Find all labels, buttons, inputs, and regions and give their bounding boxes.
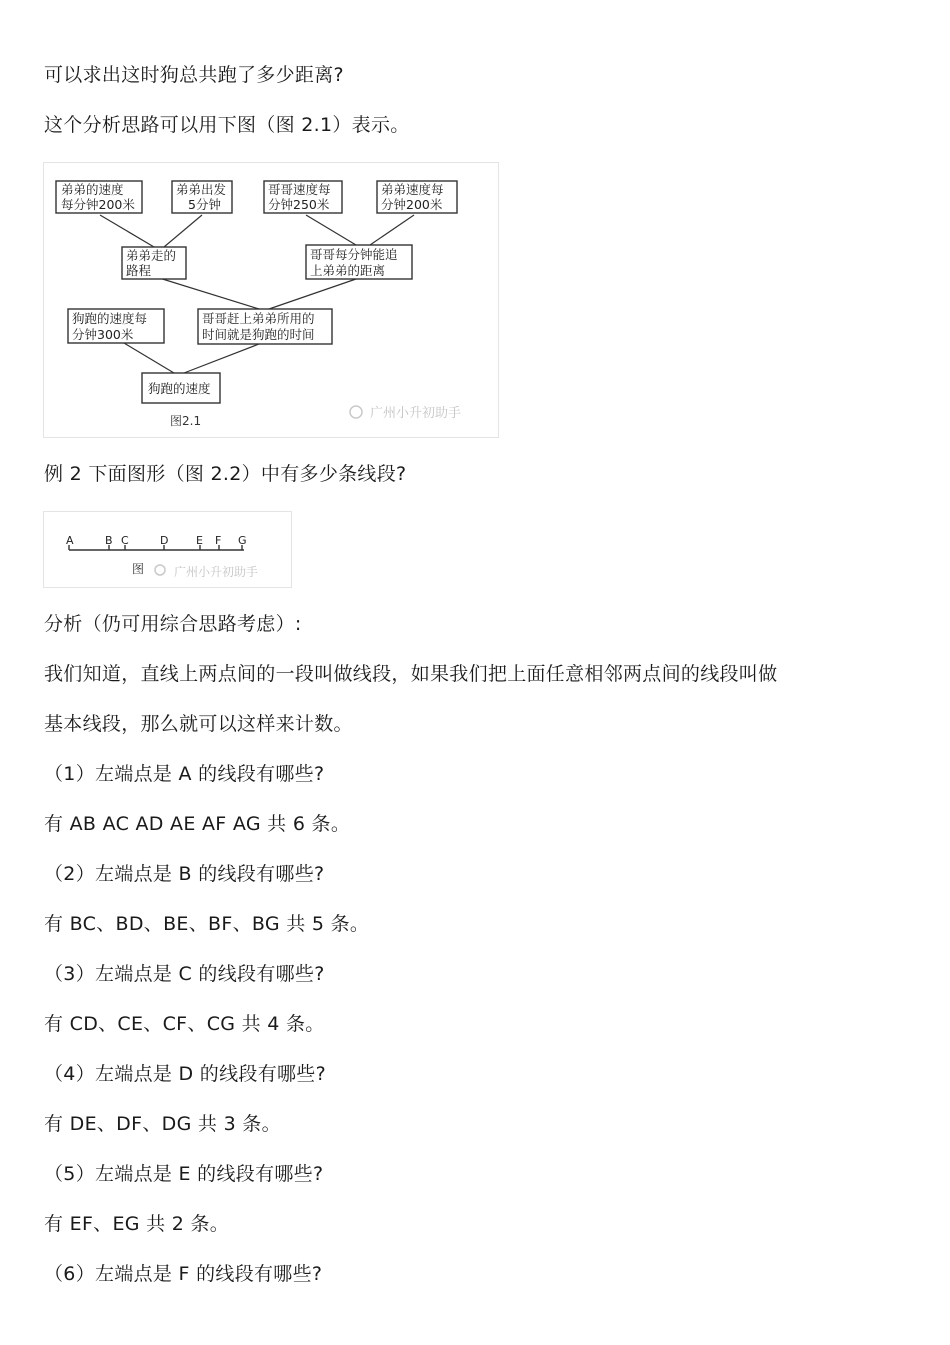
watermark-text: 广州小升初助手 [370,406,462,421]
figure-2-2 [43,511,292,588]
node-dog-run-speed: 狗跑的速度 [148,381,211,396]
node-brother-start-l2: 5分钟 [188,197,221,212]
node-dog-speed-l2: 分钟300米 [72,327,134,342]
point-label-f: F [215,534,222,547]
text-line-7: （1）左端点是 A 的线段有哪些? [44,763,325,785]
text-line-13: （4）左端点是 D 的线段有哪些? [44,1063,326,1085]
node-dog-speed-l1: 狗跑的速度每 [72,311,148,326]
node-catchup-time-l2: 时间就是狗跑的时间 [202,327,315,342]
node-brother-distance-l1: 弟弟走的 [126,248,177,263]
text-line-8: 有 AB AC AD AE AF AG 共 6 条。 [44,813,351,835]
node-brother-start-l1: 弟弟出发 [176,182,227,197]
watermark-logo-icon [350,406,362,418]
node-elder-speed-l1: 哥哥速度每 [268,182,331,197]
point-label-a: A [66,534,74,547]
watermark-logo-icon-2 [155,565,165,575]
node-brother-speed-l1: 弟弟的速度 [61,182,124,197]
text-line-11: （3）左端点是 C 的线段有哪些? [44,963,325,985]
figure-2-1 [43,162,499,438]
text-line-14: 有 DE、DF、DG 共 3 条。 [44,1113,281,1135]
text-line-6: 基本线段，那么就可以这样来计数。 [44,713,353,735]
text-line-15: （5）左端点是 E 的线段有哪些? [44,1163,324,1185]
text-line-12: 有 CD、CE、CF、CG 共 4 条。 [44,1013,325,1035]
figure-2-2-watermark [155,564,258,579]
node-brother-speed-l2: 每分钟200米 [61,197,135,212]
figure-2-1-watermark [350,405,461,421]
node-elder-speed-l2: 分钟250米 [268,197,330,212]
text-line-3: 例 2 下面图形（图 2.2）中有多少条线段? [44,463,407,485]
text-line-5: 我们知道，直线上两点间的一段叫做线段，如果我们把上面任意相邻两点间的线段叫做 [44,663,778,685]
analysis-tree-diagram [44,163,498,437]
point-label-d: D [160,534,169,547]
point-label-c: C [121,534,129,547]
node-catchup-rate-l2: 上弟弟的距离 [310,263,386,278]
watermark-text-2: 广州小升初助手 [174,565,259,579]
node-brother-distance-l2: 路程 [126,263,152,278]
text-line-16: 有 EF、EG 共 2 条。 [44,1213,230,1235]
point-label-e: E [196,534,203,547]
text-line-10: 有 BC、BD、BE、BF、BG 共 5 条。 [44,913,370,935]
text-line-2: 这个分析思路可以用下图（图 2.1）表示。 [44,114,410,136]
point-label-g: G [238,534,247,547]
point-label-b: B [105,534,113,547]
text-line-17: （6）左端点是 F 的线段有哪些? [44,1263,323,1285]
text-line-1: 可以求出这时狗总共跑了多少距离? [44,64,344,86]
line-segment-diagram [44,512,291,587]
node-younger-speed-l1: 弟弟速度每 [381,182,444,197]
node-catchup-time-l1: 哥哥赶上弟弟所用的 [202,311,315,326]
text-line-4: 分析（仍可用综合思路考虑）: [44,613,302,635]
figure-2-2-caption: 图 [132,562,145,576]
node-younger-speed-l2: 分钟200米 [381,197,443,212]
figure-2-1-caption: 图2.1 [170,414,202,428]
text-line-9: （2）左端点是 B 的线段有哪些? [44,863,325,885]
node-catchup-rate-l1: 哥哥每分钟能追 [310,247,398,262]
